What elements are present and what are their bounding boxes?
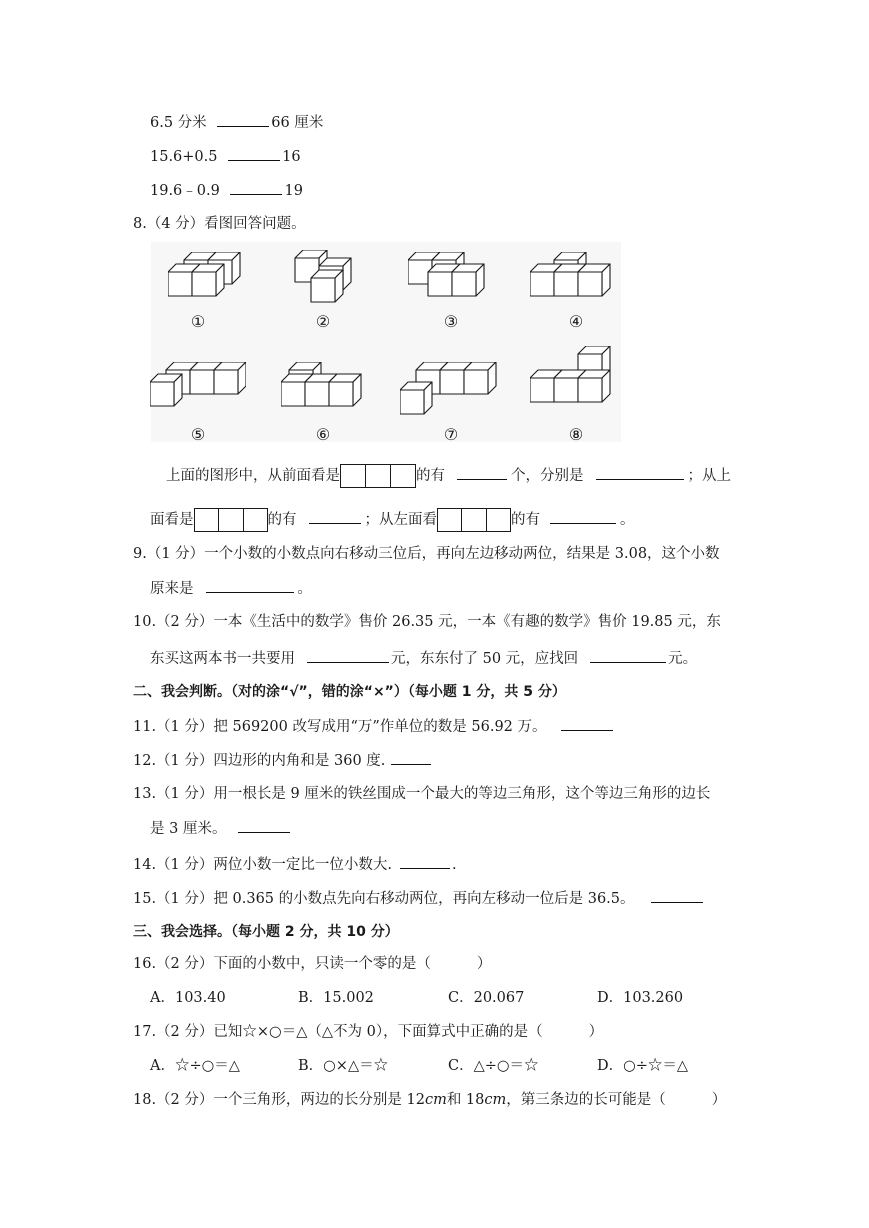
text: 17.（2 分）已知☆×○＝△（△不为 0），下面算式中正确的是（ — [133, 1024, 543, 1040]
text: 11.（1 分）把 569200 改写成用“万”作单位的数是 56.92 万。 — [133, 719, 547, 735]
text: 东买这两本书一共要用 — [150, 651, 295, 667]
text: 18.（2 分）一个三角形，两边的长分别是 12 — [133, 1092, 425, 1108]
question-11 — [133, 716, 613, 737]
question-16 — [133, 954, 491, 974]
text: 。 — [620, 512, 635, 528]
text: 个，分别是 — [511, 468, 584, 484]
answer-blank[interactable] — [230, 180, 282, 195]
question-18 — [133, 1090, 726, 1110]
option-c[interactable]: C．20.067 — [448, 990, 525, 1006]
answer-blank[interactable] — [400, 854, 450, 869]
text: 元。 — [668, 651, 698, 667]
text: 面看是 — [150, 512, 194, 528]
option-b[interactable]: B．15.002 — [298, 990, 374, 1006]
text: ） — [711, 1092, 727, 1108]
text: 12.（1 分）四边形的内角和是 360 度. — [133, 753, 386, 769]
cube-figure-5 — [150, 362, 246, 410]
compare-left: 6.5 分米 — [150, 115, 207, 131]
cube-figure-4 — [530, 252, 618, 300]
answer-blank[interactable] — [596, 465, 684, 480]
answer-blank[interactable] — [550, 509, 616, 524]
answer-blank[interactable] — [307, 648, 389, 663]
answer-blank[interactable] — [238, 818, 290, 833]
figure-label-4: ④ — [568, 312, 584, 331]
option-b[interactable]: B．○×△＝☆ — [298, 1058, 389, 1074]
text: ） — [476, 956, 492, 972]
text: 是 3 厘米。 — [150, 821, 227, 837]
question-8-heading: 8.（4 分）看图回答问题。 — [133, 216, 306, 232]
answer-blank[interactable] — [217, 112, 269, 127]
figure-label-6: ⑥ — [315, 425, 331, 444]
question-9-line-2 — [150, 578, 312, 599]
text: 上面的图形中，从前面看是 — [166, 468, 340, 484]
text: ；从左面看 — [364, 512, 437, 528]
text: 15.（1 分）把 0.365 的小数点先向右移动两位，再向左移动一位后是 36.5。 — [133, 891, 635, 907]
three-squares-icon — [194, 508, 268, 532]
text: 的有 — [416, 468, 445, 484]
compare-line-3 — [150, 180, 303, 201]
question-12 — [133, 750, 431, 771]
question-15 — [133, 888, 703, 909]
cube-figure-2 — [291, 250, 359, 304]
question-8-line-1 — [166, 464, 731, 488]
cube-figure-7 — [400, 362, 504, 418]
figure-label-5: ⑤ — [190, 425, 206, 444]
option-c[interactable]: C．△÷○＝☆ — [448, 1058, 539, 1074]
answer-blank[interactable] — [457, 465, 507, 480]
compare-line-1 — [150, 112, 323, 133]
unit: cm — [484, 1092, 507, 1108]
cube-figure-3 — [408, 252, 492, 300]
question-13-line-1: 13.（1 分）用一根长是 9 厘米的铁丝围成一个最大的等边三角形，这个等边三角形的边长 — [133, 786, 711, 802]
question-10-line-2 — [150, 648, 697, 669]
figure-label-7: ⑦ — [443, 425, 459, 444]
answer-blank[interactable] — [206, 578, 294, 593]
answer-blank[interactable] — [391, 750, 431, 765]
answer-blank[interactable] — [228, 146, 280, 161]
option-d[interactable]: D．○÷☆＝△ — [597, 1058, 689, 1074]
text: 的有 — [511, 512, 540, 528]
text: 14.（1 分）两位小数一定比一位小数大. — [133, 857, 393, 873]
cube-figure-8 — [530, 346, 620, 410]
option-a[interactable]: A．☆÷○＝△ — [150, 1058, 240, 1074]
compare-line-2 — [150, 146, 301, 167]
section-3-heading: 三、我会选择。（每小题 2 分，共 10 分） — [133, 924, 399, 940]
text: ，第三条边的长可能是（ — [506, 1092, 666, 1108]
text: 和 18 — [446, 1092, 485, 1108]
text: 原来是 — [150, 581, 194, 597]
answer-blank[interactable] — [309, 509, 361, 524]
figure-label-1: ① — [190, 312, 206, 331]
figure-label-2: ② — [315, 312, 331, 331]
question-13-line-2 — [150, 818, 290, 839]
unit: cm — [424, 1092, 447, 1108]
answer-blank[interactable] — [561, 716, 613, 731]
text: . — [452, 857, 457, 873]
question-8-line-2 — [150, 508, 635, 532]
compare-right: 66 厘米 — [271, 115, 324, 131]
compare-left: 15.6+0.5 — [150, 149, 218, 165]
text: 的有 — [267, 512, 297, 528]
three-squares-icon — [340, 464, 416, 488]
three-squares-icon — [437, 508, 511, 532]
section-2-heading: 二、我会判断。（对的涂“√”，错的涂“×”）（每小题 1 分，共 5 分） — [133, 684, 566, 700]
text: 16.（2 分）下面的小数中，只读一个零的是（ — [133, 956, 431, 972]
cube-figure-6 — [281, 362, 369, 410]
question-10-line-1: 10.（2 分）一本《生活中的数学》售价 26.35 元，一本《有趣的数学》售价 19.85 元，东 — [133, 614, 721, 630]
option-a[interactable]: A．103.40 — [150, 990, 226, 1006]
question-14 — [133, 854, 457, 875]
option-d[interactable]: D．103.260 — [597, 990, 684, 1006]
answer-blank[interactable] — [590, 648, 666, 663]
cube-figure-1 — [168, 252, 242, 300]
question-17 — [133, 1022, 603, 1042]
text: 。 — [297, 581, 312, 597]
compare-right: 19 — [284, 183, 303, 199]
text: 元，东东付了 50 元，应找回 — [391, 651, 579, 667]
text: ；从上 — [687, 468, 731, 484]
figure-label-3: ③ — [443, 312, 459, 331]
figure-label-8: ⑧ — [568, 425, 584, 444]
question-9-line-1: 9.（1 分）一个小数的小数点向右移动三位后，再向左边移动两位，结果是 3.08，这个小数 — [133, 546, 720, 562]
answer-blank[interactable] — [651, 888, 703, 903]
text: ） — [588, 1024, 604, 1040]
compare-left: 19.6﹣0.9 — [150, 183, 220, 199]
compare-right: 16 — [282, 149, 301, 165]
